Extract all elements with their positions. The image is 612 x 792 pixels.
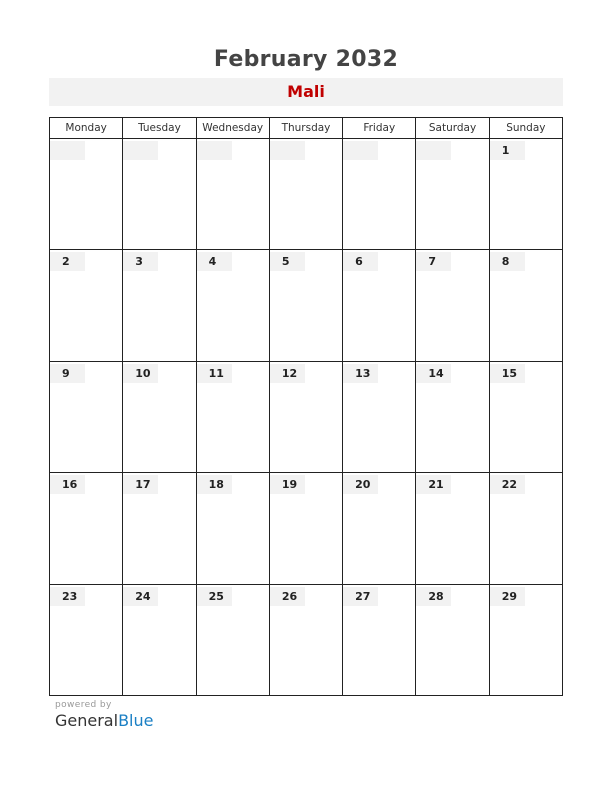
day-cell bbox=[269, 361, 342, 472]
day-cell bbox=[489, 473, 562, 584]
day-cell bbox=[123, 250, 196, 361]
day-number: 2 bbox=[50, 252, 85, 271]
day-cell bbox=[343, 473, 416, 584]
day-cell bbox=[196, 584, 269, 695]
day-number: 24 bbox=[123, 587, 158, 606]
day-number bbox=[343, 141, 378, 160]
day-cell bbox=[416, 139, 489, 250]
day-number: 7 bbox=[416, 252, 451, 271]
day-number: 27 bbox=[343, 587, 378, 606]
day-number: 25 bbox=[197, 587, 232, 606]
footer-branding bbox=[55, 700, 153, 730]
day-number: 1 bbox=[490, 141, 525, 160]
day-number: 13 bbox=[343, 364, 378, 383]
week-row bbox=[50, 473, 563, 584]
weekday-header: Thursday bbox=[269, 118, 342, 139]
day-number: 8 bbox=[490, 252, 525, 271]
week-row bbox=[50, 361, 563, 472]
week-row bbox=[50, 584, 563, 695]
month-calendar bbox=[49, 117, 563, 696]
day-number: 10 bbox=[123, 364, 158, 383]
day-number: 21 bbox=[416, 475, 451, 494]
day-cell bbox=[196, 473, 269, 584]
day-number bbox=[197, 141, 232, 160]
day-cell bbox=[343, 584, 416, 695]
day-number bbox=[50, 141, 85, 160]
day-cell bbox=[416, 250, 489, 361]
weekday-header: Friday bbox=[343, 118, 416, 139]
day-number: 6 bbox=[343, 252, 378, 271]
day-number: 15 bbox=[490, 364, 525, 383]
powered-by-label: powered by bbox=[55, 700, 112, 710]
day-cell bbox=[269, 250, 342, 361]
country-banner bbox=[49, 78, 563, 106]
brand-name-general: General bbox=[55, 711, 119, 730]
day-cell bbox=[196, 250, 269, 361]
day-number: 28 bbox=[416, 587, 451, 606]
day-cell bbox=[489, 250, 562, 361]
day-number: 12 bbox=[270, 364, 305, 383]
country-label: Mali bbox=[287, 82, 325, 101]
day-number: 11 bbox=[197, 364, 232, 383]
day-number bbox=[123, 141, 158, 160]
day-cell bbox=[343, 361, 416, 472]
week-row bbox=[50, 139, 563, 250]
day-cell bbox=[489, 361, 562, 472]
weekday-header-row bbox=[50, 118, 563, 139]
day-number: 5 bbox=[270, 252, 305, 271]
day-number: 3 bbox=[123, 252, 158, 271]
day-number: 4 bbox=[197, 252, 232, 271]
day-cell bbox=[123, 473, 196, 584]
day-cell bbox=[123, 584, 196, 695]
day-cell bbox=[196, 361, 269, 472]
day-cell bbox=[489, 139, 562, 250]
weekday-header: Sunday bbox=[489, 118, 562, 139]
weekday-header: Saturday bbox=[416, 118, 489, 139]
weekday-header: Wednesday bbox=[196, 118, 269, 139]
day-number: 18 bbox=[197, 475, 232, 494]
day-number: 9 bbox=[50, 364, 85, 383]
brand-name-blue: Blue bbox=[118, 711, 154, 730]
brand-logo[interactable] bbox=[55, 711, 153, 730]
day-cell bbox=[50, 584, 123, 695]
day-number: 29 bbox=[490, 587, 525, 606]
day-cell bbox=[416, 361, 489, 472]
page-title: February 2032 bbox=[213, 47, 399, 72]
day-cell bbox=[50, 139, 123, 250]
day-number: 14 bbox=[416, 364, 451, 383]
day-number: 20 bbox=[343, 475, 378, 494]
weekday-header: Tuesday bbox=[123, 118, 196, 139]
day-cell bbox=[269, 584, 342, 695]
day-cell bbox=[50, 361, 123, 472]
day-cell bbox=[196, 139, 269, 250]
day-number: 26 bbox=[270, 587, 305, 606]
day-number: 16 bbox=[50, 475, 85, 494]
day-number: 23 bbox=[50, 587, 85, 606]
day-cell bbox=[50, 250, 123, 361]
day-cell bbox=[343, 139, 416, 250]
day-number bbox=[416, 141, 451, 160]
day-cell bbox=[269, 473, 342, 584]
weekday-header: Monday bbox=[50, 118, 123, 139]
day-number: 17 bbox=[123, 475, 158, 494]
week-row bbox=[50, 250, 563, 361]
day-cell bbox=[343, 250, 416, 361]
day-number: 19 bbox=[270, 475, 305, 494]
day-cell bbox=[416, 473, 489, 584]
day-cell bbox=[123, 361, 196, 472]
day-number bbox=[270, 141, 305, 160]
day-cell bbox=[269, 139, 342, 250]
day-number: 22 bbox=[490, 475, 525, 494]
day-cell bbox=[123, 139, 196, 250]
day-cell bbox=[416, 584, 489, 695]
day-cell bbox=[489, 584, 562, 695]
day-cell bbox=[50, 473, 123, 584]
